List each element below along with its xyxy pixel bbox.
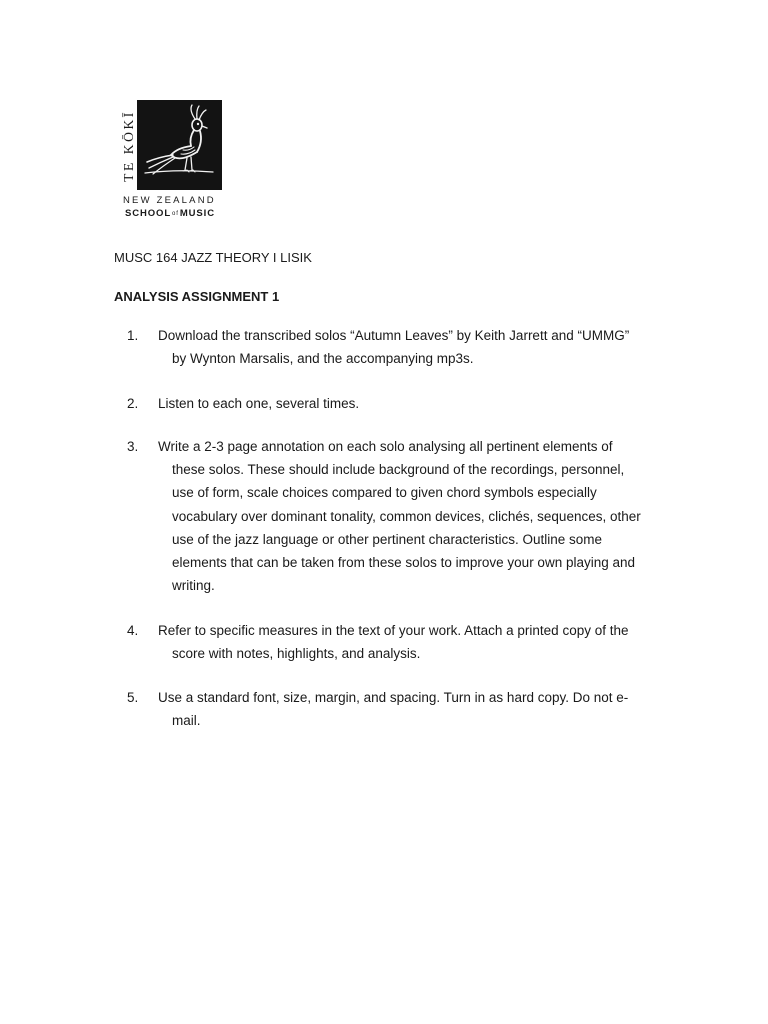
assignment-title: ANALYSIS ASSIGNMENT 1 (114, 289, 280, 304)
course-heading: MUSC 164 JAZZ THEORY I LISIK (114, 250, 312, 265)
list-item-number: 1. (127, 328, 139, 343)
logo-line-school-of-music: SCHOOLofMUSIC (125, 208, 215, 219)
list-item-text: Use a standard font, size, margin, and spacing. Turn in as hard copy. Do not e- mail. (158, 690, 629, 729)
list-item-number: 2. (127, 396, 139, 411)
list-item-text: Write a 2-3 page annotation on each solo analysing all pertinent elements of these solos. These should include background of the recordings, personnel, use of form, scale choices compared to given chord symbols especially vocabulary over dominant tonality, common devices, clichés, sequences, other use of the jazz language or other pertinent characteristics. Outline some elements that can be taken from these solos to improve your own playing and writing. (158, 439, 641, 594)
logo-line-new-zealand: NEW ZEALAND (123, 195, 216, 206)
list-item-number: 3. (127, 439, 139, 454)
list-item-number: 4. (127, 623, 139, 638)
logo-vertical-text: TE KŌKĪ (121, 110, 136, 182)
list-item-text: Refer to specific measures in the text of your work. Attach a printed copy of the score with notes, highlights, and analysis. (158, 623, 629, 662)
list-item-text: Listen to each one, several times. (158, 396, 360, 411)
list-item-number: 5. (127, 690, 139, 705)
list-item-text: Download the transcribed solos “Autumn Leaves” by Keith Jarrett and “UMMG” by Wynton Marsalis, and the accompanying mp3s. (158, 328, 630, 367)
bird-icon (137, 100, 222, 190)
logo-bird-emblem (137, 100, 222, 190)
